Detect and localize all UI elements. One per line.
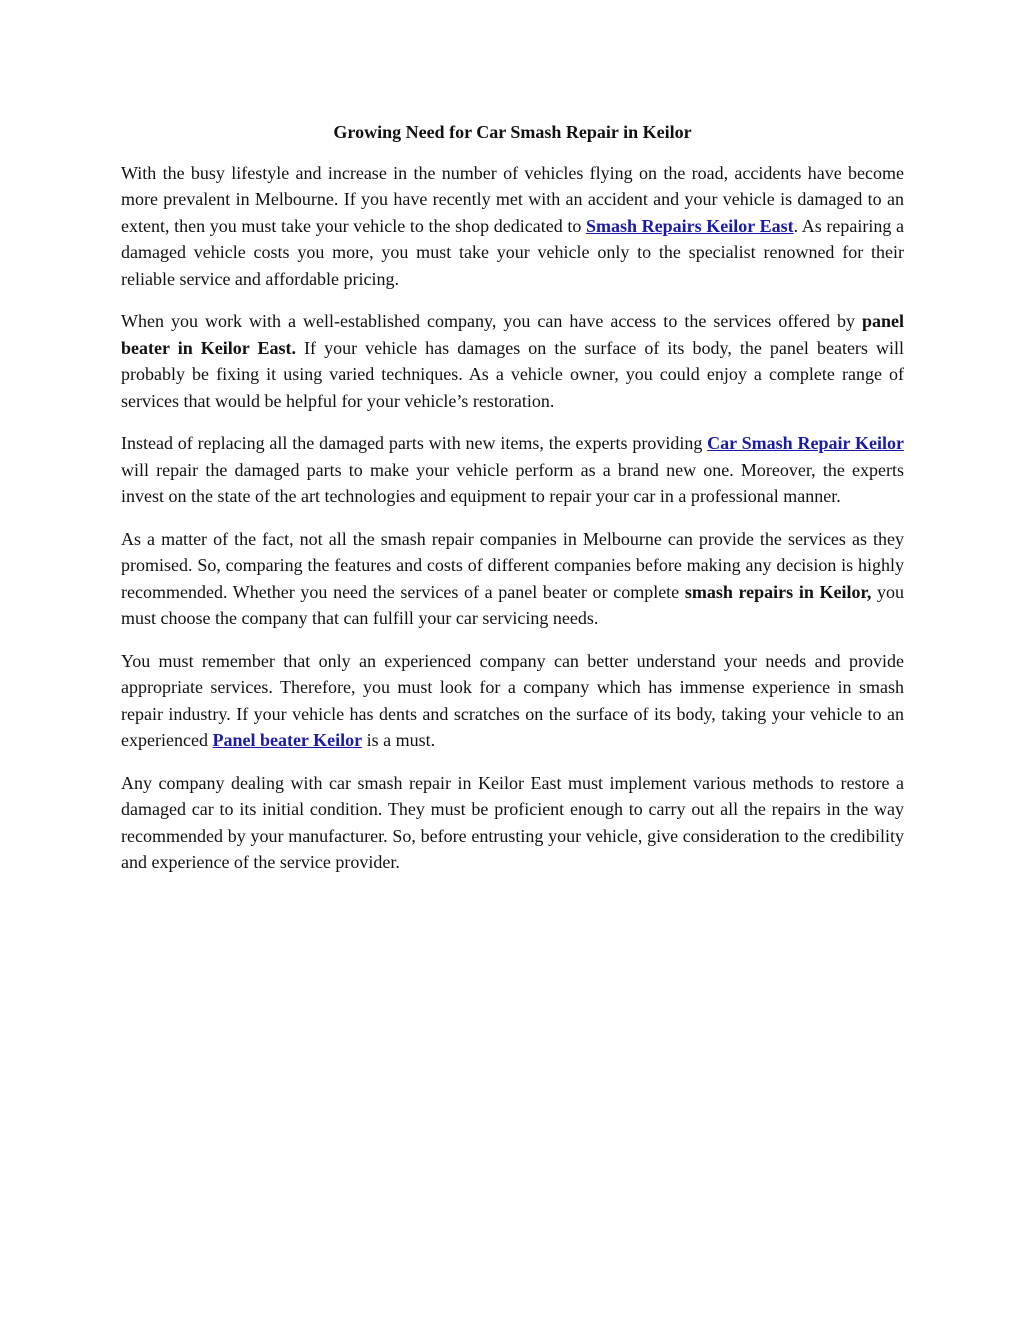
paragraph-4 xyxy=(121,526,904,632)
document-title: Growing Need for Car Smash Repair in Keilor xyxy=(333,122,692,142)
paragraph-text: Instead of replacing all the damaged parts with new items, the experts providing xyxy=(121,433,708,454)
paragraph-6 xyxy=(121,770,904,876)
bold-phrase-panel-beater: panel beater in Keilor East. xyxy=(121,311,904,358)
paragraph-text: If your vehicle has damages on the surface of its body, the panel beaters will probably be fixing it using varied techniques. As a vehicle owner, you could enjoy a complete range of services that would be helpful for your vehicle’s restoration. xyxy=(121,337,904,411)
paragraph-text: Any company dealing with car smash repair in Keilor East must implement various methods to restore a damaged car to its initial condition. They must be proficient enough to carry out all the repairs in the way recommended by your manufacturer. So, before entrusting your vehicle, give consideration to the credibility and experience of the service provider. xyxy=(121,773,904,873)
paragraph-1 xyxy=(121,160,904,292)
paragraph-text: is a must. xyxy=(362,730,436,751)
link-car-smash-repair-keilor[interactable]: Car Smash Repair Keilor xyxy=(707,433,904,454)
link-smash-repairs-keilor-east[interactable]: Smash Repairs Keilor East xyxy=(586,215,794,236)
paragraph-text: With the busy lifestyle and increase in the number of vehicles flying on the road, accidents have become more prevalent in Melbourne. If you have recently met with an accident and your vehicle is damaged to an extent, then you must take your vehicle to the shop dedicated to xyxy=(121,163,904,236)
document-body xyxy=(121,118,904,892)
paragraph-text: When you work with a well-established company, you can have access to the services offered by xyxy=(121,311,862,332)
paragraph-2 xyxy=(121,308,904,414)
paragraph-5 xyxy=(121,648,904,754)
paragraph-text: you must choose the company that can fulfill your car servicing needs. xyxy=(121,581,905,629)
paragraph-text: . As repairing a damaged vehicle costs you more, you must take your vehicle only to the specialist renowned for their reliable service and affordable pricing. xyxy=(121,215,904,289)
bold-phrase-smash-repairs: smash repairs in Keilor, xyxy=(684,581,872,602)
paragraph-text: will repair the damaged parts to make your vehicle perform as a brand new one. Moreover, the experts invest on the state of the art technologies and equipment to repair your car in a professional manner. xyxy=(121,459,904,507)
paragraph-text: As a matter of the fact, not all the smash repair companies in Melbourne can provide the services as they promised. So, comparing the features and costs of different companies before making any decision is highly recommended. Whether you need the services of a panel beater or complete xyxy=(121,529,904,602)
paragraph-3 xyxy=(121,430,904,509)
link-panel-beater-keilor[interactable]: Panel beater Keilor xyxy=(212,730,363,751)
paragraph-text: You must remember that only an experienced company can better understand your needs and provide appropriate services. Therefore, you must look for a company which has immense experience in smash repair industry. If your vehicle has dents and scratches on the surface of its body, taking your vehicle to an experienced xyxy=(121,651,904,751)
